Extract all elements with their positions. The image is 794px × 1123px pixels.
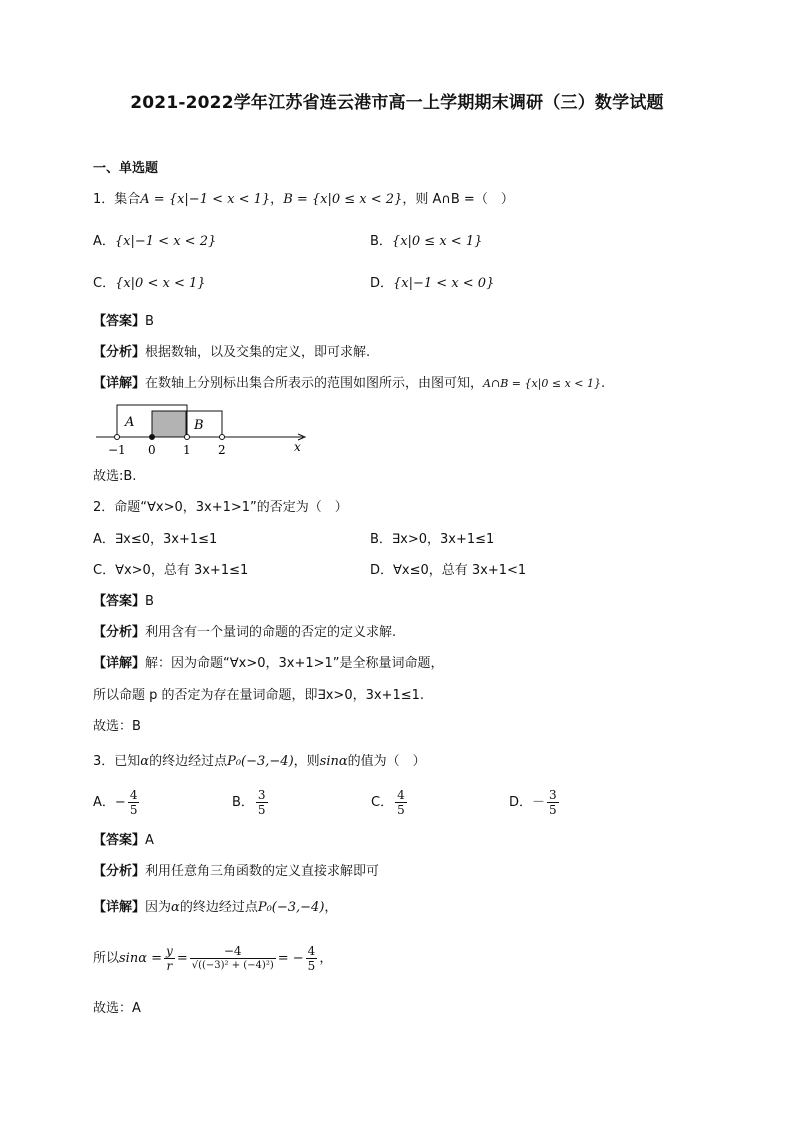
q3-detail: 【详解】因为α的终边经过点P₀(−3,−4)， [93,900,338,915]
tick-label: 0 [148,443,156,457]
q3-stem: 3．已知α的终边经过点P₀(−3,−4)，则sinα的值为（ ） [93,754,426,769]
q1-option-c: C．{x|0 < x < 1} [93,276,206,291]
q2-option-a: A．∃x≤0，3x+1≤1 [93,532,218,547]
q2-stem: 2．命题“∀x>0，3x+1>1”的否定为（ ） [93,500,348,515]
section-heading: 一、单选题 [93,161,159,176]
open-dot-one [185,435,190,440]
q3-conclusion: 故选：A [93,1001,141,1016]
q1-answer: 【答案】B [93,314,154,329]
q3-calculation: 所以sinα = $\frac{y}{r}$ = $\frac{-4}{\text{√((−3)² + (−4)²)}}$ = − $\frac{4}{5}$ ， [93,944,333,973]
q1-option-b: B．{x|0 ≤ x < 1} [370,234,483,249]
axis-label-x: x [294,440,301,454]
open-dot-two [220,435,225,440]
q1-set-a: A = {x|−1 < x < 1} [140,192,271,207]
q1-analysis: 【分析】根据数轴，以及交集的定义，即可求解. [93,345,371,360]
q3-analysis: 【分析】利用任意角三角函数的定义直接求解即可 [93,864,380,879]
q3-option-a: A．− $\frac{4}{5}$ [93,788,138,817]
q1-detail: 【详解】在数轴上分别标出集合所表示的范围如图所示，由图可知，A∩B = {x|0 ≤ x < 1}. [93,376,606,391]
open-dot-minus-one [115,435,120,440]
q3-option-b: B． $\frac{3}{5}$ [232,788,266,817]
q2-option-c: C．∀x>0，总有 3x+1≤1 [93,563,249,578]
intersection-shade [152,411,186,437]
q3-answer: 【答案】A [93,833,154,848]
q1-option-a: A．{x|−1 < x < 2} [93,234,217,249]
q1-conclusion: 故选:B. [93,469,137,484]
tick-label: −1 [108,443,126,457]
label-set-b: B [194,418,204,433]
q3-option-c: C． $\frac{4}{5}$ [371,788,405,817]
q1-sep: ， [270,192,284,207]
q1-option-d: D．{x|−1 < x < 0} [370,276,495,291]
q3-option-d: D．－ $\frac{3}{5}$ [509,788,557,817]
q2-analysis: 【分析】利用含有一个量词的命题的否定的定义求解. [93,625,397,640]
q1-stem [93,191,514,209]
label-set-a: A [125,415,135,430]
number-line-figure [93,398,313,460]
page-title: 2021-2022学年江苏省连云港市高一上学期期末调研（三）数学试题 [130,93,664,113]
q2-conclusion: 故选：B [93,719,141,734]
q2-answer: 【答案】B [93,594,154,609]
closed-dot-zero [150,435,155,440]
q1-stem-suffix: ，则 A∩B =（ ） [402,192,514,207]
tick-label: 2 [218,443,226,457]
q2-detail-2: 所以命题 p 的否定为存在量词命题，即∃x>0，3x+1≤1. [93,688,425,703]
q2-option-d: D．∀x≤0，总有 3x+1<1 [370,563,527,578]
q2-option-b: B．∃x>0，3x+1≤1 [370,532,495,547]
q2-detail: 【详解】解：因为命题“∀x>0，3x+1>1”是全称量词命题， [93,656,444,671]
tick-label: 1 [183,443,191,457]
q1-stem-prefix: 1．集合 [93,192,141,207]
q1-set-b: B = {x|0 ≤ x < 2} [283,192,403,207]
